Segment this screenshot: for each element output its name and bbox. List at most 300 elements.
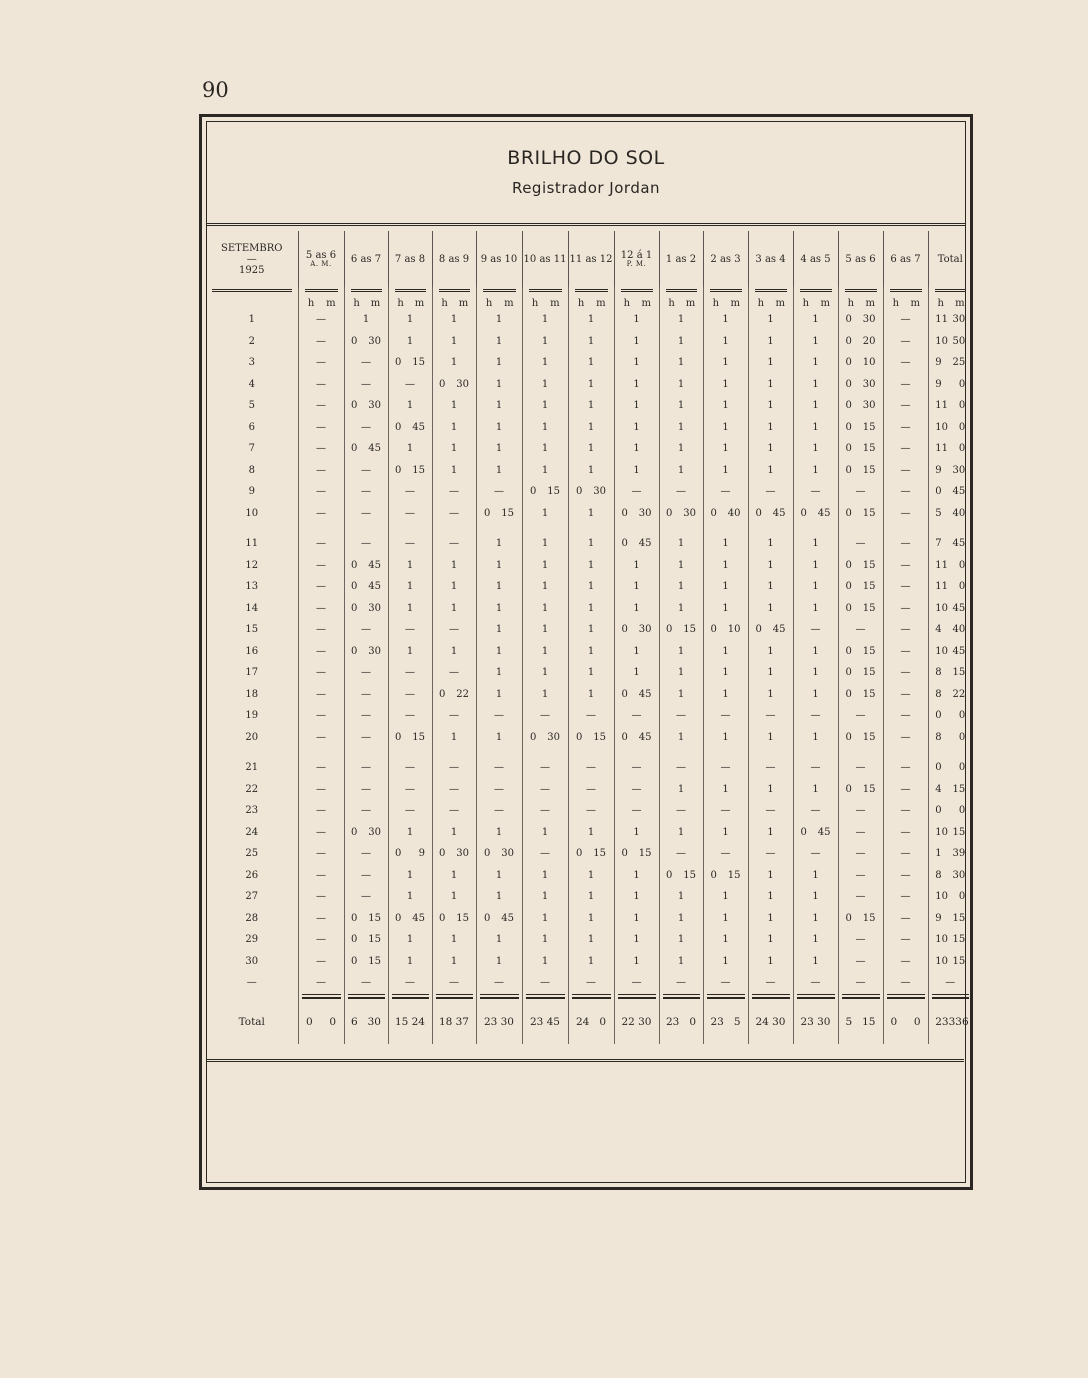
hour-cell [522,598,568,620]
value-minutes: 45 [772,507,786,519]
hour-cell [614,417,659,439]
hour-cell [703,331,748,353]
hour-cell [522,417,568,439]
cell-value: 1 [677,559,685,571]
hour-cell [748,309,793,331]
value-minutes: 30 [862,400,876,412]
hour-cell [388,779,432,801]
hour-cell [883,460,928,482]
hour-cell [614,533,659,555]
hour-cell [522,533,568,555]
hour-cell [703,972,748,994]
value-minutes: 30 [368,645,381,657]
unit-minutes: m [730,298,740,309]
cell-value [846,667,876,678]
separator-line [305,289,338,292]
hour-cell [838,843,883,865]
hour-cell [793,757,838,779]
cell-value: — [316,783,326,795]
cell-value: 1 [767,602,774,614]
hour-cell [748,886,793,908]
cell-value: 1 [677,783,685,795]
cell-value: 1 [812,783,819,795]
value-minutes: 15 [862,581,876,593]
hour-cell [659,438,703,460]
hour-cell [432,843,476,865]
hour-cell [883,727,928,749]
unit-minutes: m [326,298,336,309]
cell-value: 1 [633,443,640,455]
hour-cell [476,843,522,865]
value-hours: 0 [755,624,762,636]
value-minutes: 45 [638,538,652,550]
units-cell [568,293,614,309]
hour-cell [748,908,793,930]
hour-cell [432,684,476,706]
cell-value: — [494,783,504,795]
hour-cell [476,641,522,663]
hour-cell [883,309,928,331]
hour-cell [793,309,838,331]
value-minutes: 15 [952,934,966,946]
value-hours: 23 [710,1015,724,1028]
cell-value: — [855,710,866,722]
hour-cell [388,481,432,503]
cell-value: — [765,762,776,774]
cell-value: — [361,378,371,390]
cell-value: 1 [406,645,414,657]
hour-cell [883,641,928,663]
unit-hours: h [441,298,448,309]
table-row [206,727,972,749]
hour-cell [522,662,568,684]
value-minutes: 15 [368,955,381,967]
value-minutes: 5 [733,1015,741,1028]
hour-cell [793,705,838,727]
hour-cell [568,533,614,555]
separator-line [395,289,426,292]
hour-cell [568,503,614,525]
hour-cell [476,908,522,930]
cell-value: — [676,977,686,989]
hour-cell [344,438,388,460]
hour-cell [793,395,838,417]
hour-cell [568,352,614,374]
cell-value [439,1016,469,1028]
value-hours: 0 [845,314,852,326]
cell-value [351,603,381,614]
cell-value: 1 [812,891,819,903]
separator-line [666,289,697,292]
cell-value: 1 [812,667,819,679]
hour-cell [432,533,476,555]
cell-value: 1 [812,581,819,593]
hour-cell [432,705,476,727]
value-hours: 10 [935,421,948,433]
value-hours: 5 [845,1015,853,1028]
cell-value: — [540,977,550,989]
hour-cell [568,908,614,930]
hour-cell [748,843,793,865]
cell-value [351,1016,381,1028]
value-hours: 24 [576,1015,590,1028]
hour-cell [388,929,432,951]
hour-cell [432,438,476,460]
hour-cell [568,374,614,396]
cell-value: — [494,710,504,722]
cell-value: — [900,357,911,369]
unit-minutes: m [955,298,965,309]
value-minutes: 30 [952,314,966,326]
header-column [838,231,883,287]
cell-value: 1 [587,335,595,347]
cell-value: 1 [633,645,640,657]
hour-cell [748,619,793,641]
cell-value: 1 [633,602,640,614]
hour-cell [522,800,568,822]
cell-value [935,443,965,454]
hour-cell [388,309,432,331]
cell-value: 1 [450,645,458,657]
hour-cell [703,576,748,598]
hour-cell [659,481,703,503]
cell-value [935,1015,969,1028]
cell-value [935,934,965,945]
cell-value [576,732,606,743]
gap-cell [432,748,476,757]
hour-cell [298,843,344,865]
cell-value: 1 [450,559,458,571]
hour-cell [344,417,388,439]
hour-cell [883,438,928,460]
hour-cell [793,972,838,994]
cell-value: 1 [541,688,549,700]
hour-cell [476,374,522,396]
hour-cell [344,843,388,865]
cell-value: — [316,848,326,860]
hour-cell [838,576,883,598]
hour-cell [476,822,522,844]
day-total-cell [928,843,972,865]
cell-value: — [900,378,911,390]
cell-value: — [449,710,459,722]
cell-value: — [361,891,371,903]
value-minutes: 15 [593,848,606,860]
cell-value: 1 [722,421,729,433]
hour-cell [659,503,703,525]
cell-value [935,357,965,368]
hour-cell [522,822,568,844]
hour-cell [703,417,748,439]
value-minutes: 10 [862,357,876,369]
cell-value [351,581,381,592]
cell-value: 1 [633,581,640,593]
value-minutes: 15 [862,783,876,795]
column-total-cell [703,1000,748,1044]
day-cell: 4 [206,374,298,396]
cell-value [846,400,876,411]
separator-line [483,289,516,292]
unit-hours: h [937,298,944,309]
day-cell: 30 [206,951,298,973]
cell-value: 1 [767,335,774,347]
cell-value: 1 [767,783,774,795]
cell-value: 1 [495,624,503,636]
cell-value: 1 [541,421,549,433]
hour-cell [522,374,568,396]
hour-cell [388,727,432,749]
cell-value [395,465,425,476]
hour-cell [344,779,388,801]
hour-cell [568,705,614,727]
value-minutes: 45 [638,731,652,743]
hour-cell [432,886,476,908]
value-hours: 0 [621,731,628,743]
hour-cell [838,619,883,641]
value-minutes: 30 [638,624,652,636]
cell-value: — [900,464,911,476]
cell-value: 1 [812,645,819,657]
value-hours: 11 [935,400,948,412]
cell-value: 1 [587,443,595,455]
value-hours: 0 [351,559,358,571]
cell-value: — [676,805,686,817]
value-minutes: 15 [638,848,652,860]
cell-value: — [900,400,911,412]
cell-value: 1 [587,357,595,369]
value-minutes: 45 [952,538,966,550]
day-cell: 22 [206,779,298,801]
value-hours: 11 [935,559,948,571]
cell-value: — [361,688,371,700]
hour-cell [388,757,432,779]
value-minutes: 30 [368,335,381,347]
bottom-rule [206,1059,964,1062]
hour-cell [614,886,659,908]
cell-value [351,913,381,924]
hour-cell [748,662,793,684]
cell-value: 1 [587,688,595,700]
unit-minutes: m [641,298,651,309]
cell-value: 1 [541,443,549,455]
value-hours: 0 [621,507,628,519]
cell-value [484,848,514,859]
day-total-cell [928,438,972,460]
cell-value: — [449,507,459,519]
hour-cell [659,460,703,482]
hour-cell [344,309,388,331]
hour-cell [883,503,928,525]
cell-value: — [945,977,956,989]
cell-value: 1 [677,314,685,326]
cell-value: — [494,805,504,817]
value-hours: 0 [351,335,358,347]
hour-cell [298,374,344,396]
cell-value: — [810,710,821,722]
hour-cell [432,555,476,577]
table-row [206,779,972,801]
cell-value [935,956,965,967]
gap-cell [344,748,388,757]
day-total-cell [928,800,972,822]
value-hours: 0 [890,1015,898,1028]
column-total-cell [298,1000,344,1044]
value-hours: 0 [845,443,852,455]
hour-cell [793,503,838,525]
value-hours: 0 [439,912,446,924]
cell-value: — [676,848,686,860]
hour-cell [659,886,703,908]
day-total-cell [928,598,972,620]
hour-cell [703,800,748,822]
cell-value: — [900,335,911,347]
hour-cell [344,908,388,930]
unit-minutes: m [458,298,469,309]
cell-value: 1 [722,443,729,455]
hour-cell [748,929,793,951]
hour-cell [703,555,748,577]
hour-cell [703,352,748,374]
value-minutes: 30 [547,731,560,743]
hour-cell [388,865,432,887]
cell-value: — [631,762,642,774]
hour-cell [748,352,793,374]
value-minutes: 45 [368,559,381,571]
cell-value: 1 [587,421,595,433]
cell-value: — [900,443,911,455]
units-cell [793,293,838,309]
hour-cell [703,929,748,951]
cell-value [935,336,965,347]
cell-value: 1 [362,314,370,326]
hour-cell [659,417,703,439]
cell-value: — [316,688,326,700]
table-row [206,908,972,930]
hour-cell [883,662,928,684]
cell-value: 1 [677,602,685,614]
cell-value: 1 [541,624,549,636]
value-hours: 4 [935,783,942,795]
separator-line [348,994,385,999]
hour-cell [659,684,703,706]
hour-cell [883,886,928,908]
cell-value: 1 [812,559,819,571]
separator-line [932,994,970,999]
cell-value: — [361,848,371,860]
table-row [206,929,972,951]
cell-value: 1 [812,688,819,700]
cell-value: 1 [450,731,458,743]
hour-cell [522,641,568,663]
hour-cell [614,460,659,482]
cell-value: 1 [587,826,595,838]
value-hours: 0 [710,507,717,519]
cell-value: 1 [677,464,685,476]
gap-cell [522,748,568,757]
value-minutes: 50 [952,335,966,347]
cell-value: 1 [587,400,595,412]
table-row [206,641,972,663]
hour-cell [388,951,432,973]
cell-value: 1 [406,955,414,967]
cell-value [846,336,876,347]
hour-cell [298,503,344,525]
cell-value: 1 [495,400,503,412]
day-total-cell [928,417,972,439]
hour-cell [838,374,883,396]
hour-cell [838,555,883,577]
cell-value: 1 [541,314,549,326]
cell-value: 1 [495,314,503,326]
hour-cell [838,865,883,887]
hour-cell [659,598,703,620]
cell-value [935,560,965,571]
hour-cell [568,662,614,684]
cell-value [351,443,381,454]
cell-value: 1 [406,581,414,593]
hour-cell [568,438,614,460]
hour-cell [522,908,568,930]
header-column-label: 6 as 7 [890,253,921,265]
cell-value: 1 [406,826,414,838]
cell-value: 1 [450,335,458,347]
gap-cell [344,524,388,533]
cell-value: 1 [677,934,685,946]
cell-value: — [316,624,326,636]
value-minutes: 15 [368,912,381,924]
hour-cell [298,779,344,801]
hour-cell [298,438,344,460]
cell-value: — [316,977,326,989]
value-minutes: 15 [862,421,876,433]
cell-value: 1 [587,507,595,519]
cell-value: 1 [587,645,595,657]
day-cell: 2 [206,331,298,353]
day-cell: 13 [206,576,298,598]
value-minutes: 0 [958,805,966,817]
cell-value: — [316,710,326,722]
value-minutes: 0 [599,1015,606,1028]
value-minutes: 40 [727,507,741,519]
cell-value: — [449,486,459,498]
cell-value: 1 [767,559,774,571]
day-cell: 15 [206,619,298,641]
units-cell-empty [206,293,298,309]
cell-value: 1 [722,783,729,795]
hour-cell [703,757,748,779]
value-hours: 0 [621,848,628,860]
value-hours: 11 [935,443,948,455]
value-minutes: 45 [772,624,786,636]
hour-cell [659,662,703,684]
cell-value [439,913,469,924]
units-cell [838,293,883,309]
value-hours: 8 [935,688,942,700]
separator-line [842,994,880,999]
cell-value: — [855,826,866,838]
hour-cell [883,705,928,727]
value-minutes: 9 [418,848,425,860]
cell-value: — [900,826,911,838]
hour-cell [476,331,522,353]
hour-cell [522,331,568,353]
cell-value: — [405,486,415,498]
cell-value: — [405,624,415,636]
hour-cell [614,972,659,994]
units-cell [748,293,793,309]
hour-cell [838,800,883,822]
hour-cell [388,395,432,417]
